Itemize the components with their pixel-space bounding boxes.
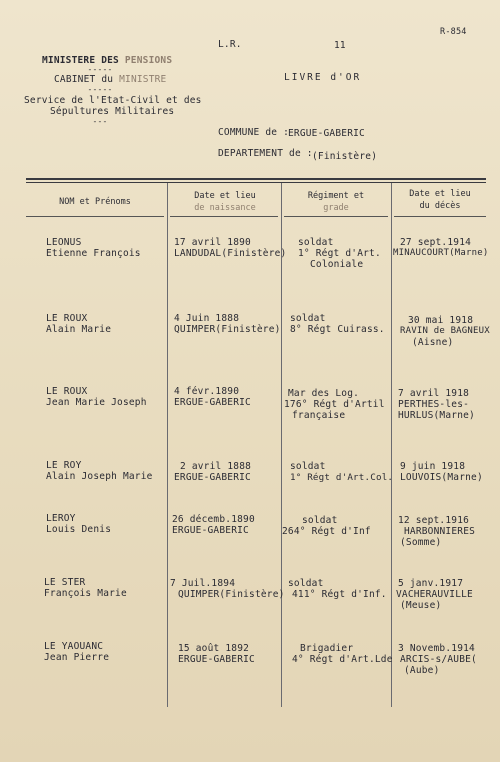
header-birth	[172, 190, 278, 214]
birth-place: ERGUE-GABERIC	[172, 525, 249, 536]
death-place: VACHERAUVILLE	[396, 589, 473, 600]
regiment-1: soldat	[298, 237, 334, 248]
reference-number: R-854	[440, 27, 467, 37]
given-names: Jean Pierre	[44, 652, 110, 663]
header-underline	[394, 216, 486, 217]
header-regiment	[284, 190, 388, 214]
death-date: 30 mai 1918	[408, 315, 474, 326]
death-place-2: (Aisne)	[412, 337, 454, 348]
regiment-3: Coloniale	[310, 259, 364, 270]
surname: LE ROY	[46, 460, 82, 471]
birth-date: 17 avril 1890	[174, 237, 251, 248]
surname: LE YAOUANC	[44, 641, 104, 652]
death-place-2: (Aube)	[404, 665, 440, 676]
table-top-rule-2	[26, 182, 486, 183]
service-line-2: Sépultures Militaires	[50, 106, 175, 117]
given-names: Alain Joseph Marie	[46, 471, 153, 482]
cabinet-a: CABINET du	[54, 74, 114, 85]
regiment-2: 4° Régt d'Art.Lde	[292, 654, 393, 665]
birth-date: 4 Juin 1888	[174, 313, 240, 324]
departement-value: (Finistère)	[312, 151, 378, 162]
birth-place: QUIMPER(Finistère)	[178, 589, 285, 600]
page-number: 11	[334, 40, 346, 51]
separator: ---	[92, 117, 108, 126]
regiment-1: soldat	[302, 515, 338, 526]
separator: -----	[87, 85, 113, 94]
header-regiment-1: Régiment et	[307, 191, 365, 201]
header-underline	[284, 216, 388, 217]
service-line-1: Service de l'Etat-Civil et des	[24, 95, 202, 106]
death-place: HARBONNIERES	[404, 526, 476, 537]
birth-date: 4 févr.1890	[174, 386, 240, 397]
header-birth-1: Date et lieu	[194, 191, 256, 201]
header-death-2: du décès	[419, 201, 461, 211]
given-names: Jean Marie Joseph	[46, 397, 147, 408]
death-date: 5 janv.1917	[398, 578, 464, 589]
given-names: François Marie	[44, 588, 127, 599]
surname: LEROY	[46, 513, 76, 524]
regiment-2: 411° Régt d'Inf.	[292, 589, 387, 600]
regiment-2: 1° Régt d'Art.	[298, 248, 381, 259]
header-death-1: Date et lieu	[409, 189, 471, 199]
column-divider	[281, 183, 282, 707]
regiment-1: Brigadier	[300, 643, 354, 654]
birth-date: 7 Juil.1894	[170, 578, 236, 589]
death-place-2: (Somme)	[400, 537, 442, 548]
death-date: 3 Novemb.1914	[398, 643, 475, 654]
regiment-2: 264° Régt d'Inf	[282, 526, 371, 537]
birth-place: LANDUDAL(Finistère)	[174, 248, 287, 259]
header-underline	[26, 216, 164, 217]
ministry-line-b: PENSIONS	[124, 55, 173, 66]
cabinet-b: MINISTRE	[119, 74, 167, 85]
table-top-rule	[26, 178, 486, 180]
birth-place: ERGUE-GABERIC	[178, 654, 255, 665]
birth-date: 2 avril 1888	[180, 461, 252, 472]
ministry-line-a: MINISTERE DES	[42, 55, 119, 66]
column-divider	[167, 183, 168, 707]
column-divider	[391, 183, 392, 707]
separator: -----	[87, 65, 113, 74]
birth-place: ERGUE-GABERIC	[174, 472, 251, 483]
regiment-2: 176° Régt d'Artil	[284, 399, 385, 410]
death-place-2: HURLUS(Marne)	[398, 410, 475, 421]
death-place: LOUVOIS(Marne)	[400, 472, 483, 483]
death-date: 9 juin 1918	[400, 461, 466, 472]
regiment-2: 8° Régt Cuirass.	[290, 324, 385, 335]
header-underline	[170, 216, 278, 217]
birth-date: 15 août 1892	[178, 643, 250, 654]
departement-label: DEPARTEMENT de :	[218, 148, 313, 159]
header-regiment-2: grade	[323, 203, 349, 213]
death-place-2: (Meuse)	[400, 600, 442, 611]
top-center-mark: L.R.	[218, 39, 242, 50]
regiment-1: soldat	[290, 461, 326, 472]
birth-place: QUIMPER(Finistère)	[174, 324, 281, 335]
given-names: Louis Denis	[46, 524, 112, 535]
regiment-1: soldat	[288, 578, 324, 589]
regiment-2: 1° Régt d'Art.Col.	[290, 472, 394, 483]
death-place: MINAUCOURT(Marne)	[393, 248, 489, 258]
header-name: NOM et Prénoms	[59, 197, 131, 207]
given-names: Alain Marie	[46, 324, 112, 335]
surname: LE ROUX	[46, 386, 88, 397]
death-place: ARCIS-s/AUBE(	[400, 654, 477, 665]
death-date: 12 sept.1916	[398, 515, 470, 526]
birth-place: ERGUE-GABERIC	[174, 397, 251, 408]
death-date: 7 avril 1918	[398, 388, 470, 399]
regiment-1: soldat	[290, 313, 326, 324]
surname: LE ROUX	[46, 313, 88, 324]
death-date: 27 sept.1914	[400, 237, 472, 248]
book-title: LIVRE d'OR	[284, 72, 362, 83]
commune-value: ERGUE-GABERIC	[288, 128, 365, 139]
regiment-3: française	[292, 410, 346, 421]
surname: LE STER	[44, 577, 86, 588]
header-birth-2: de naissance	[194, 203, 256, 213]
death-place: RAVIN de BAGNEUX	[400, 326, 490, 336]
given-names: Etienne François	[46, 248, 141, 259]
header-death	[394, 188, 486, 212]
surname: LEONUS	[46, 237, 82, 248]
commune-label: COMMUNE de :	[218, 127, 290, 138]
birth-date: 26 décemb.1890	[172, 514, 255, 525]
death-place: PERTHES-les-	[398, 399, 470, 410]
regiment-1: Mar des Log.	[288, 388, 360, 399]
